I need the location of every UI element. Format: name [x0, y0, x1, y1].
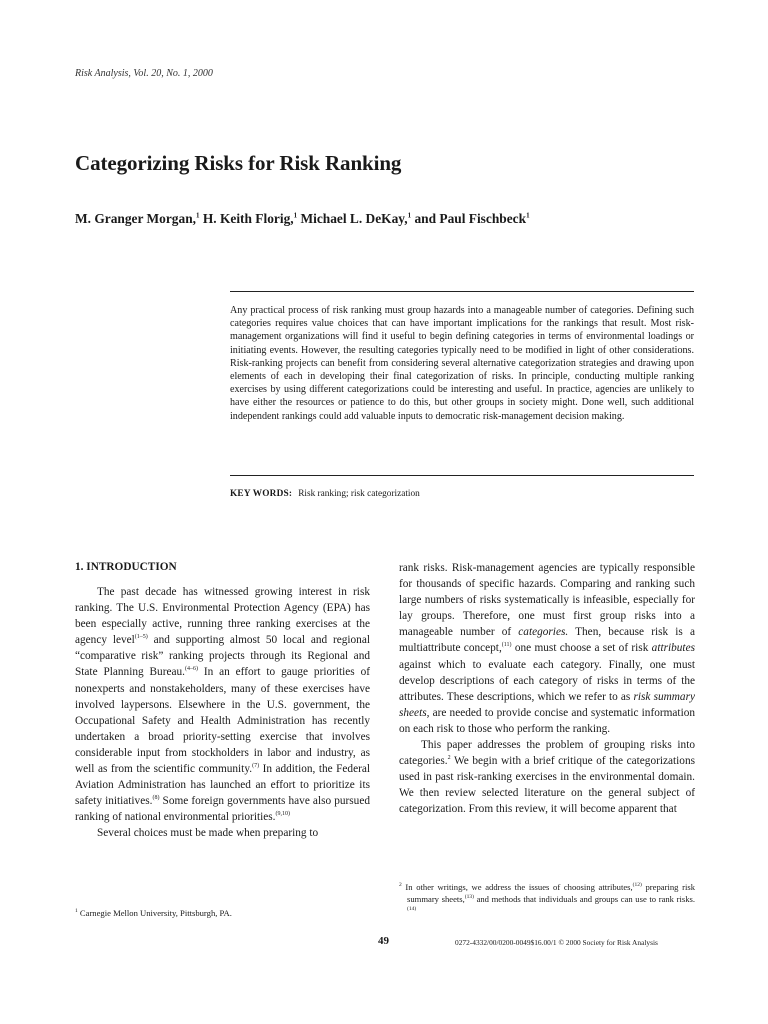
abstract-bottom-rule: [230, 475, 694, 476]
text-run: against which to evaluate each category. Finally, one must develop descriptions of each category of risks in terms of the attributes. These descriptions, which we refer to as: [399, 658, 695, 703]
right-column: [399, 560, 695, 818]
paragraph: Several choices must be made when preparing to: [97, 827, 319, 840]
emphasis: risk summary sheets,: [399, 690, 695, 719]
footnote-mark: 2: [447, 755, 451, 762]
citation-ref: (7): [252, 763, 260, 770]
copyright-line: 0272-4332/00/0200-0049$16.00/1 © 2000 Society for Risk Analysis: [455, 938, 658, 947]
emphasis: categories.: [518, 626, 569, 639]
affiliation-mark: 1: [407, 211, 412, 220]
author-name: H. Keith Florig,: [202, 211, 294, 226]
text-run: In addition, the Federal Aviation Administration has launched an effort to prioritize its safety initiatives.: [75, 763, 371, 808]
affiliation-mark: 1: [526, 211, 530, 220]
citation-ref: (1–5): [134, 634, 148, 641]
text-run: In an effort to gauge priorities of nonexperts and nonstakeholders, many of these exercises have involved laypersons. Elsewhere in the U.S. government, the Occupational Safety and Health Administration has recently undertaken a broad priority-setting exercise that involves considerable input from stockholders in labor and industry, as well as from the scientific community.: [75, 666, 370, 776]
abstract: Any practical process of risk ranking must group hazards into a manageable number of categories. Defining such categories requires value choices that can have important implications for the rankings that result. Most risk-management organizations will find it useful to begin defining categories in terms of environmental loadings or initiating events. However, the resulting categories typically need to be modified in light of other considerations. Risk-ranking projects can benefit from considering several alternative categorization strategies and drawing upon elements of each in developing their final categorization of risks. In principle, conducting multiple ranking exercises by using different categorizations could be interesting and useful. In practice, agencies are unlikely to have either the resources or patience to do this, but other groups in society might. Done well, such additional independent rankings could add valuable inputs to democratic risk-management decision making.: [230, 305, 694, 422]
text-run: are needed to provide concise and systematic information on each risk to those who perform the ranking.: [399, 706, 695, 735]
abstract-top-rule: [230, 291, 694, 292]
journal-citation: Risk Analysis, Vol. 20, No. 1, 2000: [75, 68, 213, 79]
footnote-mark: 1: [75, 908, 78, 915]
citation-ref: (13): [464, 894, 474, 901]
text-run: and methods that individuals and groups can use to rank risks.: [473, 894, 695, 904]
citation-ref: (12): [632, 882, 642, 889]
text-run: Then, because risk is a multiattribute concept,: [399, 626, 695, 655]
text-run: In other writings, we address the issues of choosing attributes,: [401, 882, 633, 892]
keywords-value: Risk ranking; risk categorization: [298, 489, 420, 499]
keywords-label: KEY WORDS:: [230, 489, 293, 499]
affiliation-mark: 1: [293, 211, 298, 220]
affiliation-mark: 1: [196, 211, 200, 220]
paragraph: [75, 584, 370, 825]
author-name: and Paul Fischbeck: [414, 211, 527, 226]
author-name: M. Granger Morgan,: [75, 211, 196, 226]
keywords: [230, 489, 420, 499]
citation-ref: (11): [501, 642, 512, 649]
paragraph: [399, 560, 695, 737]
text-run: one must choose a set of risk: [511, 642, 652, 655]
left-column: [75, 584, 370, 842]
affiliation-text: Carnegie Mellon University, Pittsburgh, PA.: [77, 908, 232, 918]
emphasis: attributes: [651, 642, 695, 655]
footnote-text: [399, 881, 695, 917]
author-list: [75, 211, 530, 227]
paragraph: [399, 737, 695, 817]
footnote-mark: 2: [399, 882, 402, 889]
text-run: and supporting almost 50 local and regional “comparative risk” ranking projects through its Regional and State Planning Bureau.: [75, 634, 370, 679]
citation-ref: (4–6): [184, 666, 198, 673]
section-heading: 1. INTRODUCTION: [75, 561, 177, 573]
author-name: Michael L. DeKay,: [300, 211, 408, 226]
text-run: rank risks. Risk-management agencies are typically responsible for thousands of specific hazards. Comparing and ranking such large numbers of risks systematically is infeasible, especially for lay groups. Therefore, one must first group risks into a manageable number of: [399, 562, 695, 639]
text-run: preparing risk summary sheets,: [407, 882, 695, 904]
citation-ref: (14): [407, 906, 417, 913]
citation-ref: (8): [152, 795, 160, 802]
text-run: Some foreign governments have also pursued ranking of national environmental priorities.: [75, 795, 370, 824]
text-run: We begin with a brief critique of the categorizations used in past risk-ranking exercises in the environmental domain. We then review selected literature on the general subject of categorization. From this review, it will become apparent that: [399, 755, 695, 816]
page-number: 49: [378, 935, 389, 947]
text-run: The past decade has witnessed growing interest in risk ranking. The U.S. Environmental Protection Agency (EPA) has been especially active, running three ranking exercises at the agency level: [75, 586, 370, 647]
footnote-2: [399, 881, 695, 917]
citation-ref: (9,10): [275, 811, 290, 818]
footnote-1: [75, 907, 370, 919]
text-run: This paper addresses the problem of grouping risks into categories.: [399, 739, 695, 768]
paper-title: Categorizing Risks for Risk Ranking: [75, 151, 402, 175]
